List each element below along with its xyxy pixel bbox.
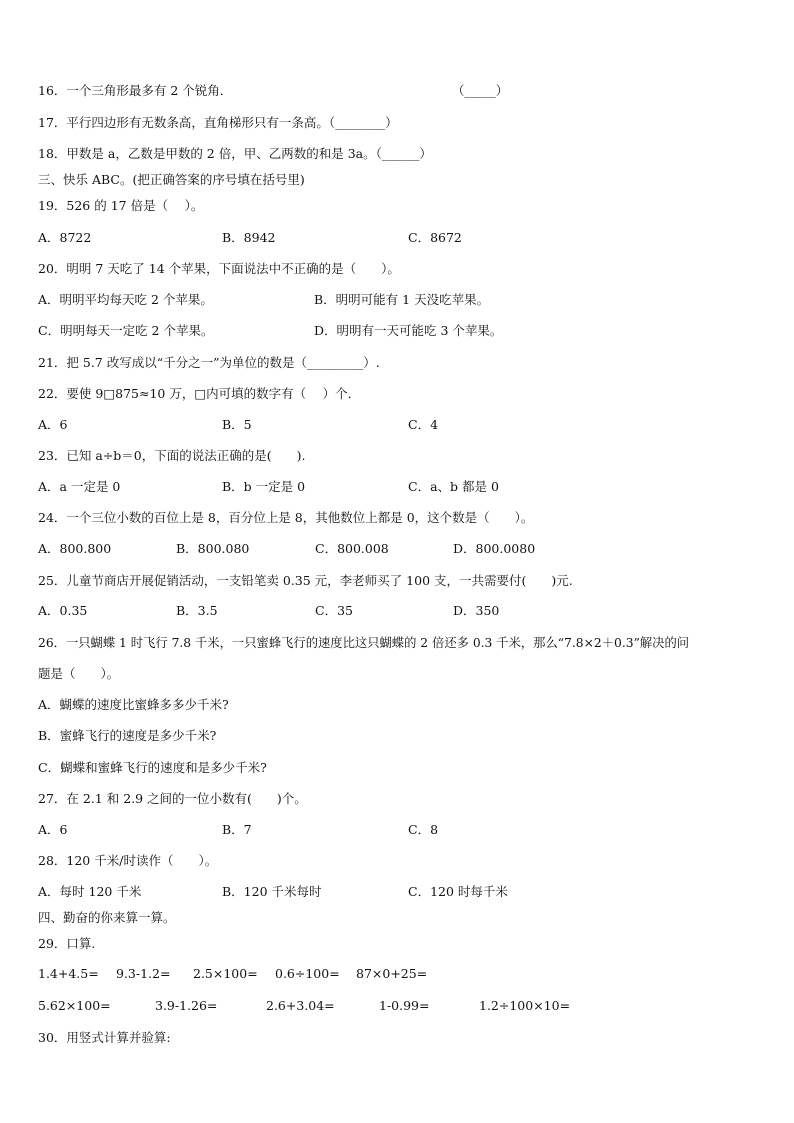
question-26-option-c[interactable]: C．蝴蝶和蜜蜂飞行的速度和是多少千米? xyxy=(38,760,267,775)
question-27-option-a[interactable]: A．6 xyxy=(38,822,68,837)
question-19-option-c[interactable]: C．8672 xyxy=(408,230,462,245)
oral-calc-item[interactable]: 1-0.99= xyxy=(379,998,430,1013)
question-27: 27．在 2.1 和 2.9 之间的一位小数有( )个。 xyxy=(38,791,307,806)
question-26-option-b[interactable]: B．蜜蜂飞行的速度是多少千米? xyxy=(38,728,217,743)
question-22-option-a[interactable]: A．6 xyxy=(38,417,68,432)
question-28-option-c[interactable]: C．120 时每千米 xyxy=(408,884,508,899)
question-21: 21．把 5.7 改写成以“千分之一”为单位的数是（_________）. xyxy=(38,355,380,370)
question-26-line-2: 题是（ ）。 xyxy=(38,666,120,681)
question-24-option-c[interactable]: C．800.008 xyxy=(315,541,389,556)
question-28: 28．120 千米/时读作（ ）。 xyxy=(38,853,218,868)
question-27-option-c[interactable]: C．8 xyxy=(408,822,439,837)
question-24: 24．一个三位小数的百位上是 8，百分位上是 8，其他数位上都是 0，这个数是（ ）。 xyxy=(38,510,534,525)
oral-calc-item[interactable]: 9.3-1.2= xyxy=(116,966,171,981)
oral-calc-item[interactable]: 1.4+4.5= xyxy=(38,966,99,981)
oral-calc-item[interactable]: 87×0+25= xyxy=(356,966,428,981)
section-3-title: 三、快乐 ABC。(把正确答案的序号填在括号里) xyxy=(38,172,305,187)
question-20-option-b[interactable]: B．明明可能有 1 天没吃苹果。 xyxy=(314,292,490,307)
question-23-option-b[interactable]: B．b 一定是 0 xyxy=(222,479,306,494)
section-4-title: 四、勤奋的你来算一算。 xyxy=(38,910,176,925)
question-25-option-c[interactable]: C．35 xyxy=(315,603,353,618)
question-22-option-b[interactable]: B．5 xyxy=(222,417,252,432)
question-20-option-a[interactable]: A．明明平均每天吃 2 个苹果。 xyxy=(38,292,213,307)
question-27-option-b[interactable]: B．7 xyxy=(222,822,252,837)
question-26-line-1: 26．一只蝴蝶 1 时飞行 7.8 千米，一只蜜蜂飞行的速度比这只蝴蝶的 2 倍还多 0.3 千米，那么“7.8×2＋0.3”解决的问 xyxy=(38,636,690,650)
question-20: 20．明明 7 天吃了 14 个苹果，下面说法中不正确的是（ ）。 xyxy=(38,261,400,276)
question-28-option-a[interactable]: A．每时 120 千米 xyxy=(38,884,142,899)
question-19-option-a[interactable]: A．8722 xyxy=(38,230,92,245)
oral-calc-item[interactable]: 2.6+3.04= xyxy=(266,998,335,1013)
question-24-option-a[interactable]: A．800.800 xyxy=(38,541,112,556)
question-25-option-d[interactable]: D．350 xyxy=(453,603,500,618)
oral-calc-item[interactable]: 3.9-1.26= xyxy=(155,998,218,1013)
oral-calc-item[interactable]: 1.2÷100×10= xyxy=(479,998,571,1013)
question-25-option-b[interactable]: B．3.5 xyxy=(176,603,218,618)
oral-calc-item[interactable]: 5.62×100= xyxy=(38,998,111,1013)
question-24-option-b[interactable]: B．800.080 xyxy=(176,541,250,556)
question-24-option-d[interactable]: D．800.0080 xyxy=(453,541,536,556)
question-28-option-b[interactable]: B．120 千米每时 xyxy=(222,884,322,899)
question-19: 19．526 的 17 倍是（ ）。 xyxy=(38,198,204,213)
question-23-option-c[interactable]: C．a、b 都是 0 xyxy=(408,479,499,494)
question-29: 29．口算. xyxy=(38,936,96,951)
question-17: 17．平行四边形有无数条高，直角梯形只有一条高。（________） xyxy=(38,115,398,130)
question-22-option-c[interactable]: C．4 xyxy=(408,417,439,432)
question-23-option-a[interactable]: A．a 一定是 0 xyxy=(38,479,121,494)
question-26-option-a[interactable]: A．蝴蝶的速度比蜜蜂多多少千米? xyxy=(38,697,229,712)
question-19-option-b[interactable]: B．8942 xyxy=(222,230,276,245)
question-18: 18．甲数是 a，乙数是甲数的 2 倍，甲、乙两数的和是 3a。（______） xyxy=(38,146,432,161)
question-25-option-a[interactable]: A．0.35 xyxy=(38,603,88,618)
question-20-option-c[interactable]: C．明明每天一定吃 2 个苹果。 xyxy=(38,323,214,338)
question-16-text: 16．一个三角形最多有 2 个锐角． xyxy=(38,83,233,98)
question-16 xyxy=(38,83,232,99)
question-20-option-d[interactable]: D．明明有一天可能吃 3 个苹果。 xyxy=(314,323,503,338)
question-23: 23．已知 a÷b＝0，下面的说法正确的是( ). xyxy=(38,448,306,463)
question-25: 25．儿童节商店开展促销活动，一支铅笔卖 0.35 元，李老师买了 100 支，一共需要付( )元. xyxy=(38,573,573,588)
oral-calc-item[interactable]: 0.6÷100= xyxy=(275,966,340,981)
question-30: 30．用竖式计算并验算: xyxy=(38,1030,171,1045)
question-22: 22．要使 9□875≈10 万，□内可填的数字有（ ）个． xyxy=(38,386,361,401)
oral-calc-item[interactable]: 2.5×100= xyxy=(193,966,258,981)
question-16-answer-blank[interactable]: （_____） xyxy=(452,83,509,98)
